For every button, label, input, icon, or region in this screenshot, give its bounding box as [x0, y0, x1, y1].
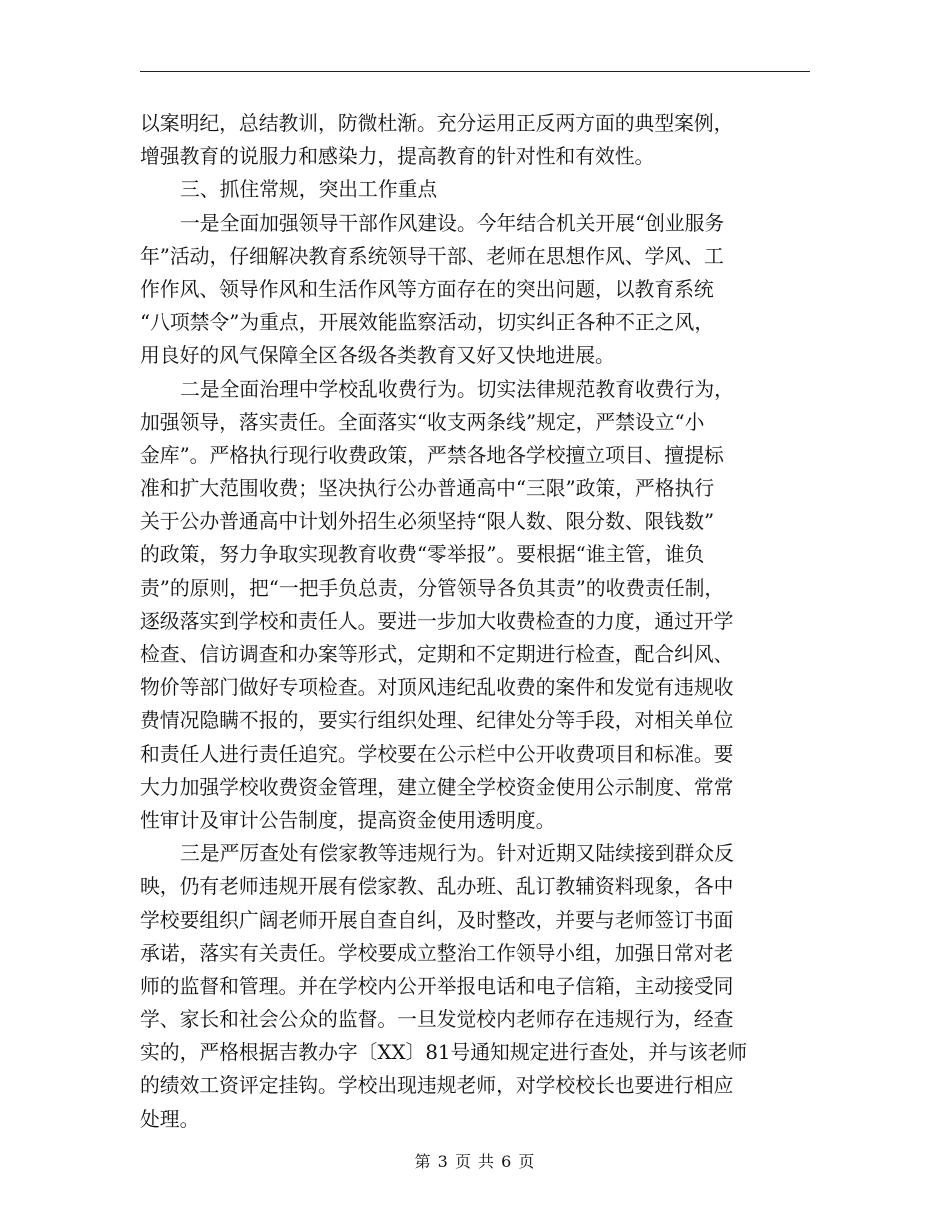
text-line: 费情况隐瞒不报的，要实行组织处理、纪律处分等手段，对相关单位: [140, 709, 734, 733]
text-line: 用良好的风气保障全区各级各类教育又好又快地进展。: [140, 344, 615, 368]
text-line: 二是全面治理中学校乱收费行为。切实法律规范教育收费行为，: [180, 377, 734, 401]
text-line: 年”活动，仔细解决教育系统领导干部、老师在思想作风、学风、工: [140, 244, 724, 268]
text-line: “八项禁令”为重点，开展效能监察活动，切实纠正各种不正之风，: [140, 311, 715, 335]
text-line: 关于公办普通高中计划外招生必须坚持“限人数、限分数、限钱数”: [140, 510, 715, 534]
text-line: 加强领导，落实责任。全面落实“收支两条线”规定，严禁设立“小: [140, 410, 705, 434]
text-line: 性审计及审计公告制度，提高资金使用透明度。: [140, 808, 556, 832]
text-line: 大力加强学校收费资金管理，建立健全学校资金使用公示制度、常常: [140, 775, 734, 799]
text-line: 的政策，努力争取实现教育收费“零举报”。要根据“谁主管，谁负: [140, 543, 705, 567]
page-number: 第 3 页 共 6 页: [414, 1152, 536, 1171]
text-line: 三是严厉查处有偿家教等违规行为。针对近期又陆续接到群众反: [180, 842, 734, 866]
text-line: 责”的原则，把“一把手负总责，分管领导各负其责”的收费责任制，: [140, 576, 725, 600]
header-rule: [140, 71, 810, 72]
text-line: 一是全面加强领导干部作风建设。今年结合机关开展“创业服务: [180, 211, 725, 235]
text-line: 的绩效工资评定挂钩。学校出现违规老师，对学校校长也要进行相应: [140, 1074, 734, 1098]
text-line: 三、抓住常规，突出工作重点: [180, 178, 438, 202]
document-body: [140, 107, 812, 1136]
text-line: 和责任人进行责任追究。学校要在公示栏中公开收费项目和标准。要: [140, 742, 734, 766]
text-line: 处理。: [140, 1107, 200, 1131]
text-line: 映，仍有老师违规开展有偿家教、乱办班、乱订教辅资料现象，各中: [140, 875, 734, 899]
text-line: 学、家长和社会公众的监督。一旦发觉校内老师存在违规行为，经查: [140, 1008, 734, 1032]
text-line: 作作风、领导作风和生活作风等方面存在的突出问题，以教育系统: [140, 277, 714, 301]
text-line: 金库”。严格执行现行收费政策，严禁各地各学校擅立项目、擅提标: [140, 443, 724, 467]
text-line: 学校要组织广阔老师开展自查自纠，及时整改，并要与老师签订书面: [140, 908, 734, 932]
text-line: 逐级落实到学校和责任人。要进一步加大收费检查的力度，通过开学: [140, 609, 734, 633]
text-line: 以案明纪，总结教训，防微杜渐。充分运用正反两方面的典型案例，: [140, 112, 734, 135]
text-line: 检查、信访调查和办案等形式，定期和不定期进行检查，配合纠风、: [140, 643, 734, 666]
text-line: 实的，严格根据吉教办字〔XX〕81号通知规定进行查处，并与该老师: [140, 1041, 748, 1065]
text-line: 师的监督和管理。并在学校内公开举报电话和电子信箱，主动接受同: [140, 974, 734, 998]
text-line: 物价等部门做好专项检查。对顶风违纪乱收费的案件和发觉有违规收: [140, 676, 734, 700]
text-line: 增强教育的说服力和感染力，提高教育的针对性和有效性。: [140, 145, 655, 169]
text-line: 准和扩大范围收费；坚决执行公办普通高中“三限”政策，严格执行: [140, 477, 715, 501]
text-line: 承诺，落实有关责任。学校要成立整治工作领导小组，加强日常对老: [140, 941, 734, 965]
